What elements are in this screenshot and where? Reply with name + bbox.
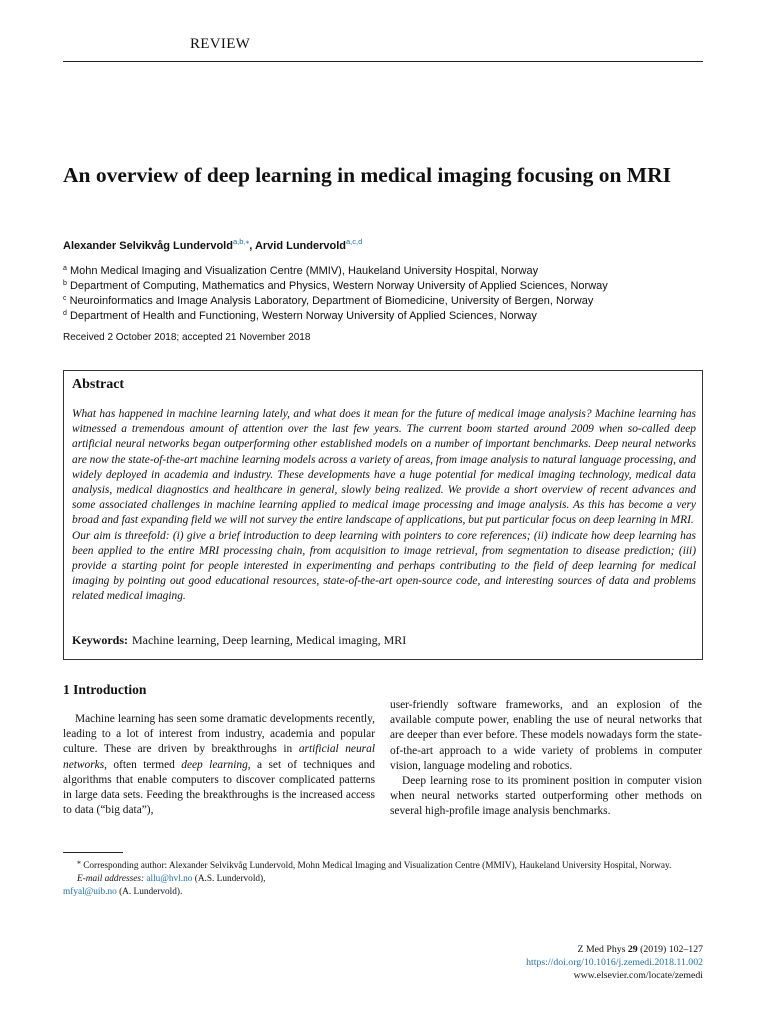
- text-run: Machine learning has seen some dramatic developments recently, leading to a lot of interest from industry, academia and popular culture. These are driven by breakthroughs in: [63, 713, 375, 756]
- keywords-list: Machine learning, Deep learning, Medical imaging, MRI: [132, 633, 407, 647]
- intro-column-left: [63, 712, 375, 818]
- journal-name: Z Med Phys: [577, 944, 626, 955]
- journal-volume: 29: [627, 944, 638, 955]
- intro-paragraph: Deep learning rose to its prominent position in computer vision when neural networks started outperforming other methods on several high-profile image analysis benchmarks.: [390, 775, 702, 818]
- affiliation-mark: c: [63, 295, 67, 302]
- text-run: , often termed: [104, 758, 182, 771]
- intro-column-right: [390, 698, 702, 820]
- affiliation-text: Department of Health and Functioning, Western Norway University of Applied Sciences, Norway: [69, 310, 537, 322]
- footnote-corresponding: [63, 856, 703, 873]
- footnote-mark: ⁎: [77, 857, 81, 866]
- author-affiliation-marks[interactable]: a,c,d: [346, 237, 363, 246]
- footnote-rule: [63, 852, 123, 853]
- abstract-text: [72, 407, 696, 605]
- email-link[interactable]: mfyal@uib.no: [63, 886, 117, 897]
- author-separator: ,: [249, 240, 255, 252]
- paper-title: An overview of deep learning in medical imaging focusing on MRI: [63, 163, 671, 187]
- emphasis-term: artificial neural networks: [63, 743, 375, 771]
- affiliation-mark: a: [63, 265, 67, 272]
- section-heading-introduction: 1 Introduction: [63, 682, 147, 697]
- footnote-emails-cont: [63, 886, 703, 899]
- doi-link[interactable]: https://doi.org/10.1016/j.zemedi.2018.11.002: [526, 956, 703, 968]
- section-label: REVIEW: [190, 36, 251, 52]
- intro-paragraph: user-friendly software frameworks, and an explosion of the available compute power, enabling the use of neural networks that are deeper than ever before. These models nowadays form the state-of-the-art approach to a wide variety of problems in computer vision, language modeling and robotics.: [390, 699, 702, 772]
- email-label: E-mail addresses:: [77, 873, 145, 884]
- abstract-box: [63, 370, 703, 660]
- affiliation-text: Mohn Medical Imaging and Visualization Centre (MMIV), Haukeland University Hospital, Norway: [69, 265, 539, 277]
- footnote-text: Corresponding author: Alexander Selvikvåg Lundervold, Mohn Medical Imaging and Visualization Centre (MMIV), Haukeland University Hospital, Norway.: [83, 861, 672, 872]
- author-affiliation-marks[interactable]: a,b,⁎: [232, 237, 250, 246]
- abstract-heading: Abstract: [72, 377, 125, 392]
- journal-info: [526, 944, 703, 982]
- affiliation-d: [63, 307, 537, 323]
- abstract-paragraph: Our aim is threefold: (i) give a brief introduction to deep learning with pointers to core references; (ii) indicate how deep learning has been applied to the entire MRI processing chain, from acquisition to image retrieval, from segmentation to disease prediction; (iii) provide a starting point for people interested in experimenting and perhaps contributing to the field of deep learning for medical imaging by pointing out good educational resources, state-of-the-art open-source code, and interesting sources of data and problems related medical imaging.: [72, 529, 696, 603]
- journal-year-pages: (2019) 102–127: [640, 944, 703, 955]
- affiliation-text: Neuroinformatics and Image Analysis Laboratory, Department of Biomedicine, University of Bergen, Norway: [69, 295, 594, 307]
- abstract-paragraph: What has happened in machine learning lately, and what does it mean for the future of medical image analysis? Machine learning has witnessed a tremendous amount of attention over the last few years. The current boom started around 2009 when so-called deep artificial neural networks began outperforming other established models on a number of important benchmarks. Deep neural networks are now the state-of-the-art machine learning models across a variety of areas, from image analysis to natural language processing, and widely deployed in academia and industry. These developments have a huge potential for medical imaging technology, medical data analysis, medical diagnostics and healthcare in general, slowly being realized. We provide a short overview of recent advances and some associated challenges in machine learning applied to medical image processing and image analysis. As this has become a very broad and fast expanding field we will not survey the entire landscape of applications, but put particular focus on deep learning in MRI.: [72, 408, 696, 527]
- keywords: [72, 633, 406, 648]
- footnote-emails: [63, 873, 703, 886]
- journal-citation: [526, 944, 703, 957]
- author-name: Arvid Lundervold: [254, 240, 346, 252]
- email-owner: (A. Lundervold).: [119, 886, 183, 897]
- affiliation-a: [63, 262, 538, 278]
- affiliation-mark: b: [63, 280, 67, 287]
- affiliation-text: Department of Computing, Mathematics and Physics, Western Norway University of Applied Sciences, Norway: [69, 280, 608, 292]
- affiliation-b: [63, 277, 608, 293]
- intro-paragraph: [63, 712, 375, 818]
- header-rule: [63, 61, 703, 62]
- affiliation-mark: d: [63, 310, 67, 317]
- author-name: Alexander Selvikvåg Lundervold: [63, 240, 233, 252]
- received-dates: Received 2 October 2018; accepted 21 November 2018: [63, 332, 311, 343]
- email-link[interactable]: allu@hvl.no: [146, 873, 193, 884]
- email-owner: (A.S. Lundervold),: [194, 873, 266, 884]
- keywords-label: Keywords:: [72, 633, 128, 647]
- footnote: [63, 856, 703, 898]
- journal-url[interactable]: www.elsevier.com/locate/zemedi: [573, 969, 703, 981]
- emphasis-term: deep learning: [181, 758, 248, 771]
- text-run: , a set of techniques and algorithms that enable computers to discover complicated patterns in large data sets. Feeding the breakthroughs is the increased access to data (“big data”),: [63, 758, 376, 817]
- author-list: [63, 237, 362, 252]
- affiliation-c: [63, 292, 593, 308]
